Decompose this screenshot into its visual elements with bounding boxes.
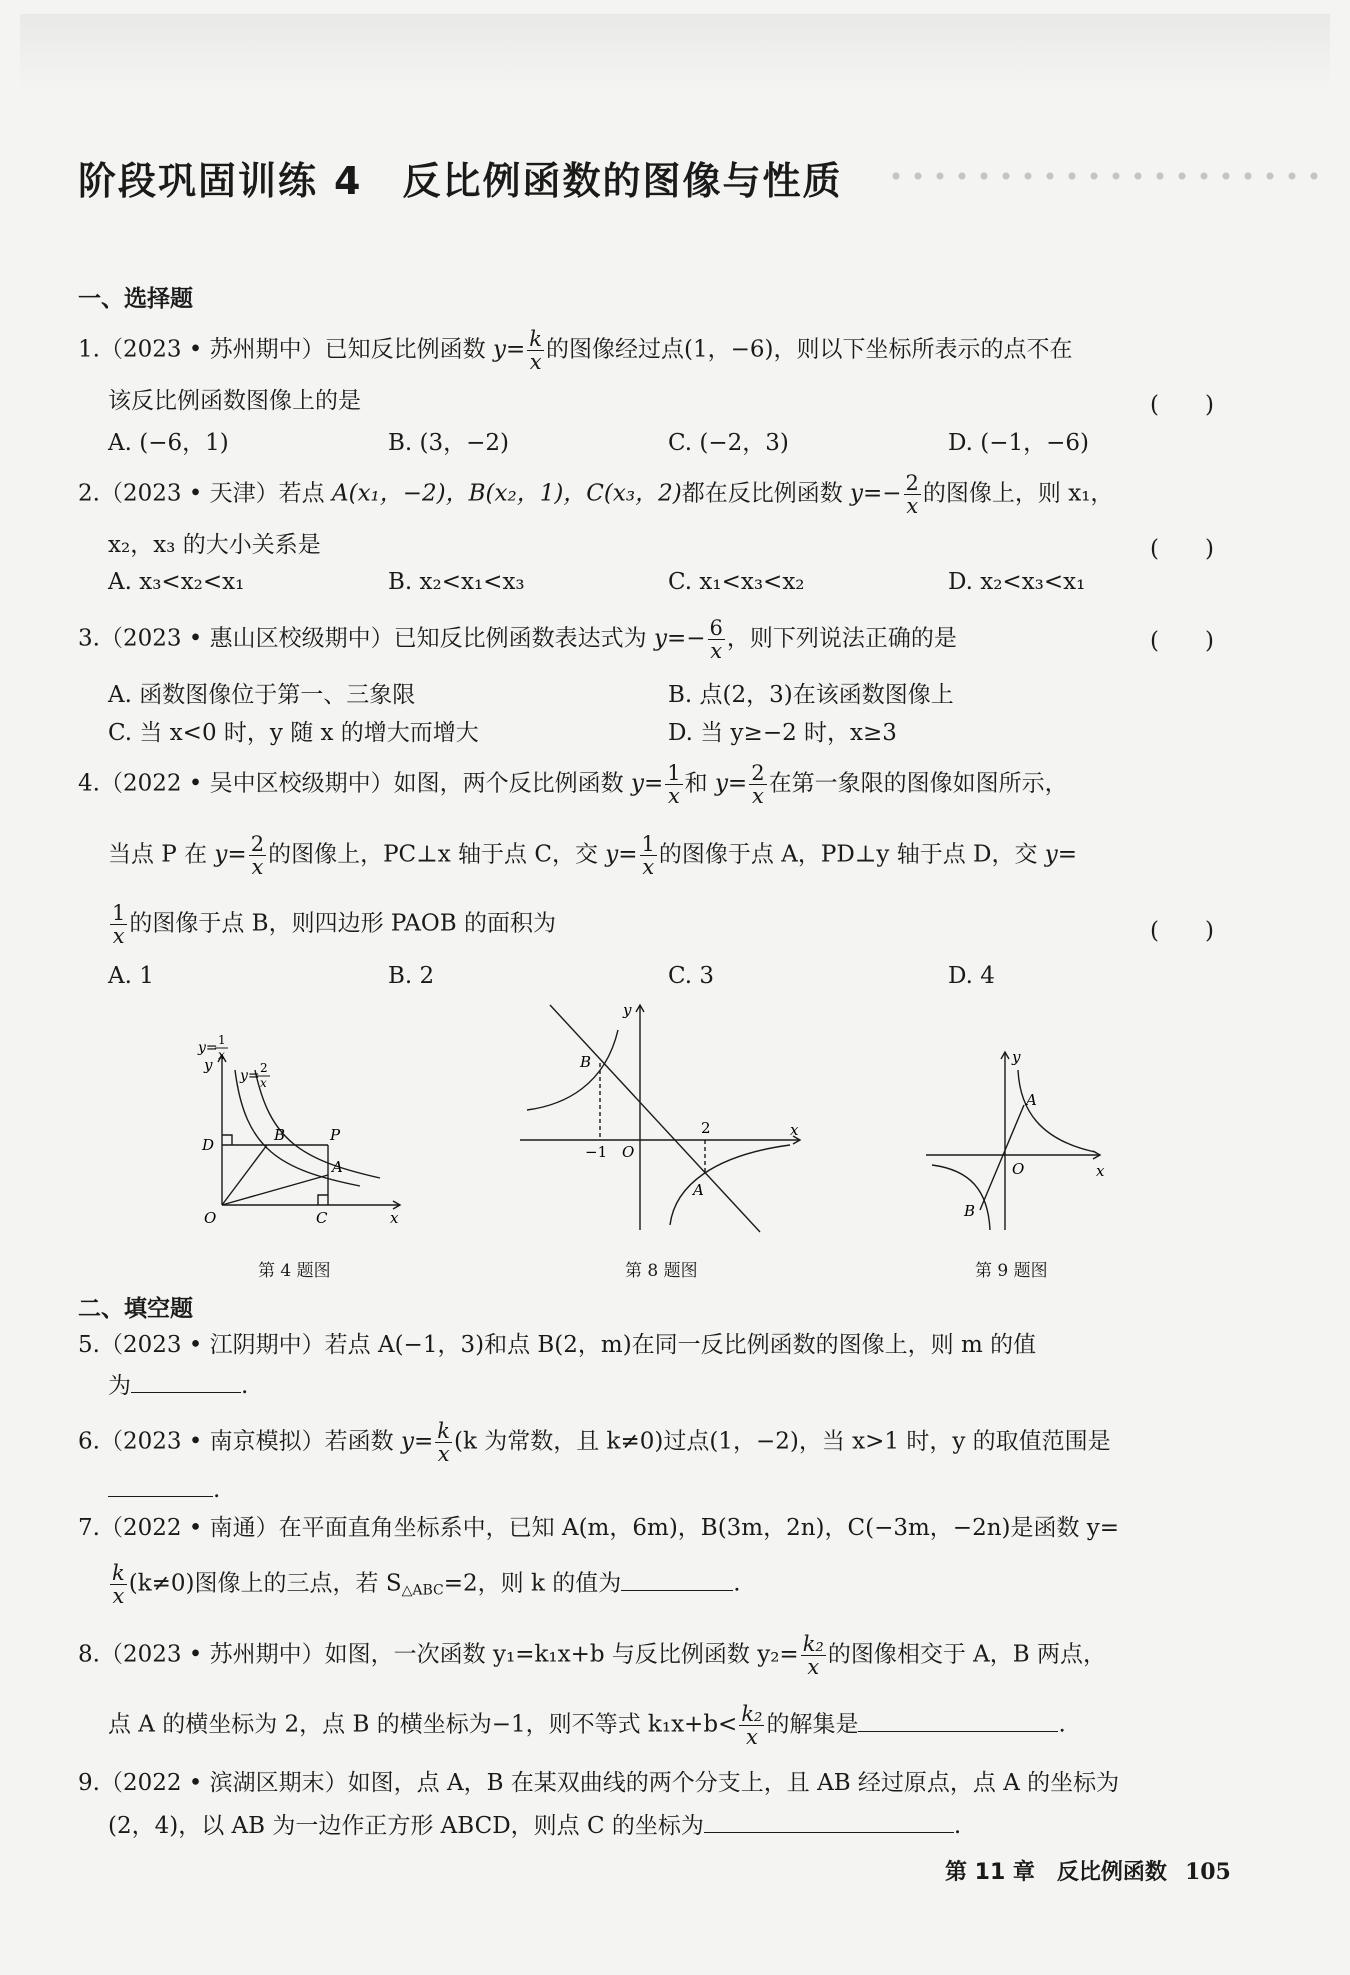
q3-option-a: A. 函数图像位于第一、三象限	[108, 682, 416, 708]
fig4-segment-OB	[222, 1145, 267, 1205]
figure-9-caption: 第 9 题图	[975, 1261, 1048, 1281]
q2-option-c: C. x₁<x₃<x₂	[668, 569, 805, 595]
fig4-D-label: D	[202, 1136, 215, 1154]
q1-option-b: B. (3，−2)	[388, 430, 510, 456]
fig9-segment-AB	[980, 1105, 1024, 1210]
q7-line2: $\frac{k}{x}$ (k≠0)图像上的三点，若 $S_{\triangle ABC}=2$，则 k 的值为 .	[112, 1561, 741, 1608]
q4-option-a: A. 1	[108, 963, 154, 989]
q1-fraction: $\frac{k}{x}$	[529, 327, 542, 374]
fig4-y2-label: y=	[240, 1068, 260, 1084]
fig8-xaxis-label: x	[790, 1121, 799, 1139]
page-footer	[945, 1855, 1231, 1886]
q1-option-c: C. (−2，3)	[668, 430, 789, 456]
q4-fraction-3: $\frac{2}{x}$	[250, 832, 265, 879]
fig4-A-label: A	[332, 1158, 343, 1176]
figure-9	[920, 1040, 1120, 1240]
section-fill-heading: 二、填空题	[78, 1296, 193, 1322]
q3-option-c: C. 当 x<0 时，y 随 x 的增大而增大	[108, 720, 479, 746]
q2-line1: 2.（2023 • 天津）若点 A(x₁，−2)，B(x₂，1)，C(x₃，2)都在反比例函数 y=− $\frac{2}{x}$ 的图像上，则 x₁，	[78, 471, 1114, 518]
q4-option-c: C. 3	[668, 963, 715, 989]
q1-option-d: D. (−1，−6)	[948, 430, 1089, 456]
figure-4	[190, 1030, 420, 1230]
figure-4-caption: 第 4 题图	[258, 1261, 331, 1281]
q1-option-a: A. (−6，1)	[108, 430, 229, 456]
q2-option-d: D. x₂<x₃<x₁	[948, 569, 1086, 595]
q3-fraction: $\frac{6}{x}$	[709, 616, 723, 663]
fig4-C-label: C	[316, 1209, 328, 1227]
fig9-curve-lower	[932, 1165, 990, 1230]
q4-fraction-2: $\frac{2}{x}$	[751, 761, 765, 808]
fig9-xaxis-label: x	[1096, 1162, 1105, 1180]
q6-line2: .	[108, 1472, 220, 1505]
q7-line1: 7.（2022 • 南通）在平面直角坐标系中，已知 A(m，6m)，B(3m，2n)，C(−3m，−2n)是函数 y=	[78, 1515, 1120, 1541]
fig8-B-label: B	[580, 1053, 592, 1071]
fig4-xaxis-label: x	[390, 1209, 399, 1227]
fig9-yaxis-label: y	[1012, 1048, 1021, 1066]
q3-option-d: D. 当 y≥−2 时，x≥3	[668, 720, 897, 746]
q4-fraction-1: $\frac{1}{x}$	[667, 761, 681, 808]
title-main: 阶段巩固训练	[78, 159, 319, 203]
fig9-O-label: O	[1012, 1160, 1025, 1178]
title-dot-leader	[885, 171, 1325, 181]
q5-line1: 5.（2023 • 江阴期中）若点 A(−1，3)和点 B(2，m)在同一反比例函数的图像上，则 m 的值	[78, 1332, 1037, 1358]
fig8-two-label: 2	[701, 1119, 711, 1137]
q8-fraction-2: $\frac{\text{k₂}}{x}$	[741, 1702, 763, 1749]
fig9-B-label: B	[964, 1202, 976, 1220]
fig4-segment-OA	[222, 1175, 328, 1205]
q8-fraction: $\frac{\text{k₂}}{x}$	[802, 1632, 824, 1679]
fig8-A-label: A	[693, 1181, 704, 1199]
fig4-right-angle-C	[318, 1195, 328, 1205]
fig4-right-angle-D	[222, 1135, 232, 1145]
q4-fraction-4: $\frac{1}{x}$	[641, 832, 655, 879]
fig8-curve-lower-right	[670, 1145, 790, 1225]
footer-chapter: 第 11 章 反比例函数	[945, 1860, 1167, 1885]
q7-fraction: $\frac{k}{x}$	[112, 1561, 125, 1608]
fig8-curve-upper-left	[527, 1030, 618, 1110]
page-number: 105	[1184, 1859, 1231, 1885]
q3-option-b: B. 点(2，3)在该函数图像上	[668, 682, 954, 708]
page-title	[78, 150, 842, 205]
q4-fraction-5: $\frac{1}{x}$	[112, 901, 126, 948]
q2-option-b: B. x₂<x₁<x₃	[388, 569, 525, 595]
q4-line2: 当点 P 在 y= $\frac{2}{x}$ 的图像上，PC⊥x 轴于点 C，交 y= $\frac{1}{x}$ 的图像于点 A，PD⊥y 轴于点 D，交 y=	[108, 832, 1078, 879]
q2-answer-paren: ( )	[1150, 536, 1214, 562]
q6-fraction: $\frac{k}{x}$	[437, 1419, 450, 1466]
q4-option-b: B. 2	[388, 963, 435, 989]
q2-line2: x₂，x₃ 的大小关系是	[108, 532, 321, 558]
q6-answer-blank[interactable]	[108, 1472, 213, 1497]
fig4-P-label: P	[330, 1126, 341, 1144]
q2-option-a: A. x₃<x₂<x₁	[108, 569, 245, 595]
q8-line2: 点 A 的横坐标为 2，点 B 的横坐标为−1，则不等式 k₁x+b< $\frac{\text{k₂}}{x}$ 的解集是 .	[108, 1702, 1066, 1749]
q8-answer-blank[interactable]	[858, 1707, 1058, 1732]
fig4-B-label: B	[274, 1126, 286, 1144]
q1-line2: 该反比例函数图像上的是	[108, 388, 361, 414]
q8-line1: 8.（2023 • 苏州期中）如图，一次函数 y₁=k₁x+b 与反比例函数 y₂= $\frac{\text{k₂}}{x}$ 的图像相交于 A，B 两点，	[78, 1632, 1106, 1679]
fig4-curve-y2	[255, 1070, 380, 1178]
section-choice-heading: 一、选择题	[78, 286, 193, 312]
figure-8-caption: 第 8 题图	[625, 1261, 698, 1281]
q3-answer-paren: ( )	[1150, 628, 1214, 654]
fig4-y1-num: 1	[218, 1033, 226, 1047]
q4-answer-paren: ( )	[1150, 918, 1214, 944]
q7-answer-blank[interactable]	[621, 1566, 733, 1591]
q9-line1: 9.（2022 • 滨湖区期末）如图，点 A，B 在某双曲线的两个分支上，且 AB 经过原点，点 A 的坐标为	[78, 1770, 1120, 1796]
fig4-y1-den: x	[218, 1048, 225, 1062]
fig9-A-label: A	[1026, 1091, 1037, 1109]
fig4-y1-label: y=	[198, 1040, 218, 1056]
q4-option-d: D. 4	[948, 963, 995, 989]
title-number: 4	[334, 159, 363, 203]
q1-line1: 1.（2023 • 苏州期中）已知反比例函数 y= $\frac{k}{x}$ 的图像经过点(1，−6)，则以下坐标所表示的点不在	[78, 327, 1073, 374]
fig4-O-label: O	[204, 1209, 217, 1227]
title-subtitle: 反比例函数的图像与性质	[402, 159, 843, 203]
fig8-line-AB	[550, 1005, 760, 1232]
q5-line2: 为 .	[108, 1368, 248, 1401]
fig8-minus1-label: −1	[585, 1143, 608, 1161]
fig8-yaxis-label: y	[623, 1001, 632, 1019]
q9-answer-blank[interactable]	[704, 1808, 954, 1833]
q2-fraction: $\frac{2}{x}$	[905, 471, 919, 518]
q4-line3: $\frac{1}{x}$ 的图像于点 B，则四边形 PAOB 的面积为	[112, 901, 556, 948]
figure-8	[515, 995, 805, 1240]
q6-line1: 6.（2023 • 南京模拟）若函数 y= $\frac{k}{x}$ (k 为常数，且 k≠0)过点(1，−2)，当 x>1 时，y 的取值范围是	[78, 1419, 1111, 1466]
fig4-yaxis-label: y	[204, 1056, 213, 1074]
fig8-O-label: O	[622, 1143, 635, 1161]
fig4-y2-den: x	[260, 1076, 267, 1090]
q1-answer-paren: ( )	[1150, 392, 1214, 418]
q9-line2: (2，4)，以 AB 为一边作正方形 ABCD，则点 C 的坐标为 .	[108, 1808, 961, 1841]
q4-line1: 4.（2022 • 吴中区校级期中）如图，两个反比例函数 y= $\frac{1}{x}$ 和 y= $\frac{2}{x}$ 在第一象限的图像如图所示，	[78, 761, 1068, 808]
q5-answer-blank[interactable]	[131, 1368, 241, 1393]
fig9-curve-upper	[1018, 1070, 1095, 1152]
fig4-y2-num: 2	[260, 1061, 268, 1075]
q3-line1: 3.（2023 • 惠山区校级期中）已知反比例函数表达式为 y=− $\frac{6}{x}$ ，则下列说法正确的是	[78, 616, 957, 663]
